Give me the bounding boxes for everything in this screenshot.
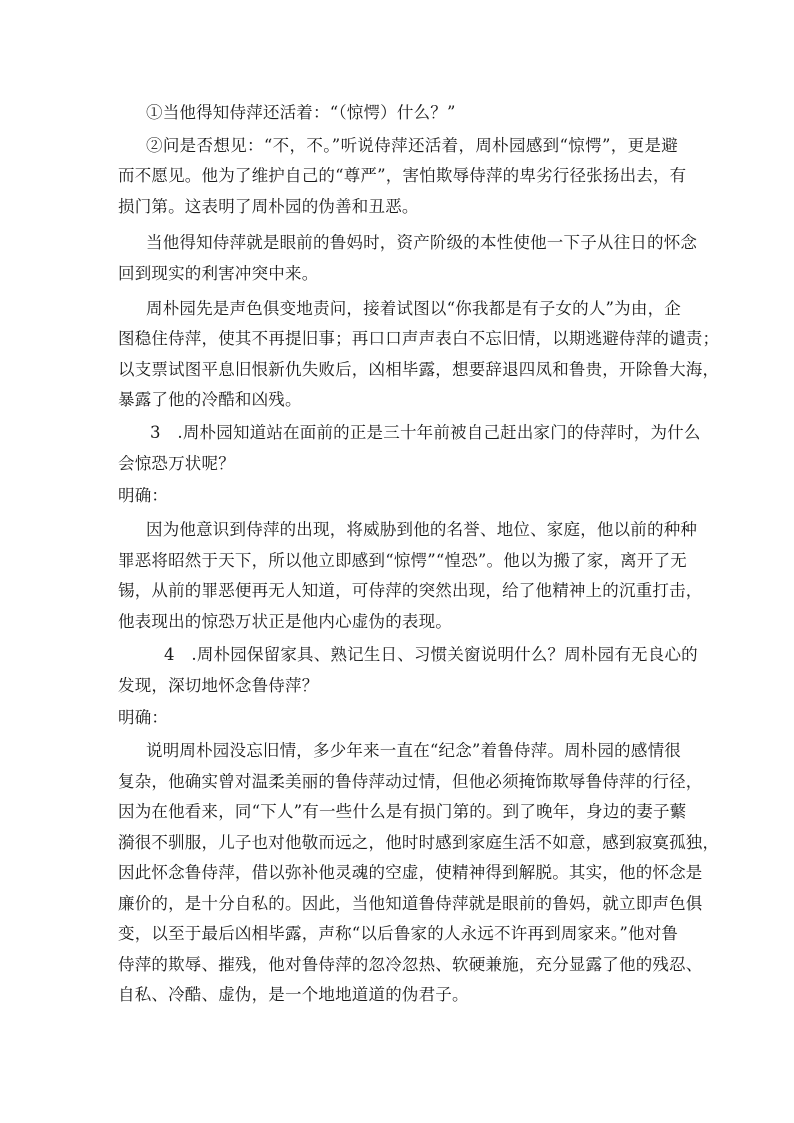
text-line: 锡，从前的罪恶便再无人知道，可侍萍的突然出现，给了他精神上的沉重打击， [118,581,703,600]
text-line: 因此怀念鲁侍萍，借以弥补他灵魂的空虚，使精神得到解脱。其实，他的怀念是 [118,863,703,882]
text-line: 罪恶将昭然于天下，所以他立即感到“惊愕”“惶恐”。他以为搬了家，离开了无 [118,551,687,570]
text-line: 以支票试图平息旧恨新仇失败后，凶相毕露，想要辞退四凤和鲁贵，开除鲁大海， [118,360,720,379]
question-3: 3 .周朴园知道站在面前的正是三十年前被自己赶出家门的侍萍时，为什么 [150,423,701,442]
answer-label: 明确： [118,708,169,727]
question-4: 4 .周朴园保留家具、熟记生日、习惯关窗说明什么？周朴园有无良心的 [164,645,698,664]
text-line: 图稳住侍萍，使其不再提旧事；再口口声声表白不忘旧情，以期逃避侍萍的谴责； [118,329,720,348]
text-line: 周朴园先是声色俱变地责问，接着试图以“你我都是有子女的人”为由，企 [146,299,681,318]
text-line: 因为在他看来，同“下人”有一些什么是有损门第的。到了晚年，身边的妻子蘩 [118,802,687,821]
text-line: 说明周朴园没忘旧情，多少年来一直在“纪念”着鲁侍萍。周朴园的感情很 [146,741,681,760]
text-line: ①当他得知侍萍还活着：“（惊愕）什么？” [146,103,456,122]
text-line: 漪很不驯服，儿子也对他敬而远之，他时时感到家庭生活不如意，感到寂寞孤独， [118,833,720,852]
text-line: 变，以至于最后凶相毕露，声称“以后鲁家的人永远不许再到周家来。”他对鲁 [118,924,679,943]
text-line: 损门第。这表明了周朴园的伪善和丑恶。 [118,197,419,216]
text-line: 廉价的，是十分自私的。因此，当他知道鲁侍萍就是眼前的鲁妈，就立即声色俱 [118,894,703,913]
text-line: 暴露了他的冷酷和凶残。 [118,390,302,409]
text-line: 回到现实的利害冲突中来。 [118,264,319,283]
text-line: 侍萍的欺辱、摧残，他对鲁侍萍的忽冷忽热、软硬兼施，充分显露了他的残忍、 [118,955,703,974]
text-line: 会惊恐万状呢？ [118,454,235,473]
text-line: 而不愿见。他为了维护自己的“尊严”，害怕欺辱侍萍的卑劣行径张扬出去，有 [118,166,687,185]
text-line: ②问是否想见：“不，不。”听说侍萍还活着，周朴园感到“惊愕”，更是避 [146,136,678,155]
text-line: 复杂，他确实曾对温柔美丽的鲁侍萍动过情，但他必须掩饰欺辱鲁侍萍的行径， [118,772,703,791]
text-line: 当他得知侍萍就是眼前的鲁妈时，资产阶级的本性使他一下子从往日的怀念 [146,233,698,252]
text-line: 发现，深切地怀念鲁侍萍？ [118,676,319,695]
answer-label: 明确： [118,486,169,505]
text-line: 自私、冷酷、虚伪，是一个地地道道的伪君子。 [118,985,469,1004]
text-line: 因为他意识到侍萍的出现，将威胁到他的名誉、地位、家庭，他以前的种种 [146,520,698,539]
text-line: 他表现出的惊恐万状正是他内心虚伪的表现。 [118,612,452,631]
